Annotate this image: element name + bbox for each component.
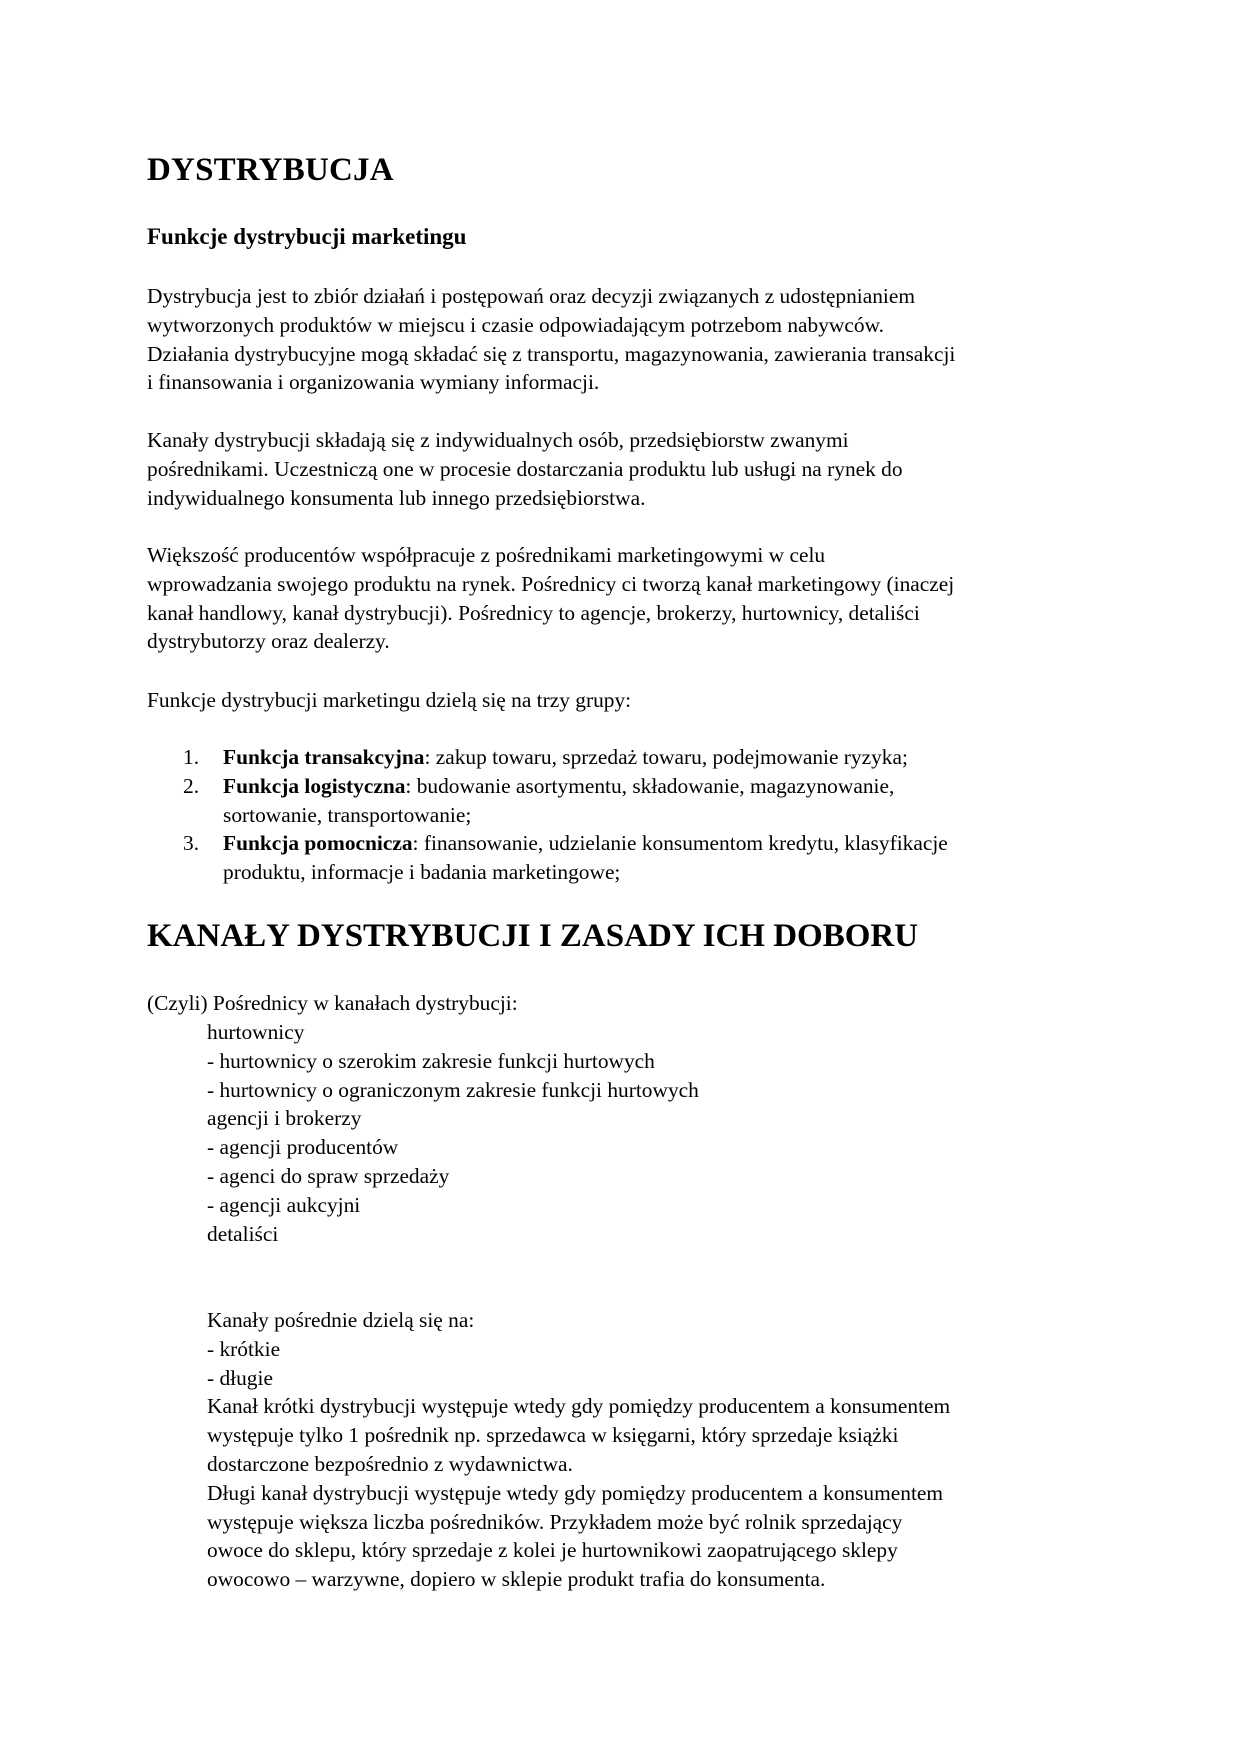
list-item <box>147 829 1107 887</box>
text-line: dystrybutorzy oraz dealerzy. <box>147 629 390 654</box>
paragraph-channels <box>147 426 1107 512</box>
text-line: Długi kanał dystrybucji występuje wtedy gdy pomiędzy producentem a konsumentem <box>207 1480 944 1505</box>
text-line: Kanał krótki dystrybucji występuje wtedy gdy pomiędzy producentem a konsumentem <box>207 1394 951 1419</box>
text-line: Kanały pośrednie dzielą się na: <box>207 1308 475 1332</box>
text-line: występuje większa liczba pośredników. Przykładem może być rolnik sprzedający <box>207 1509 903 1534</box>
text-line: dostarczone bezpośrednio z wydawnictwa. <box>207 1451 573 1476</box>
text-line: owoce do sklepu, który sprzedaje z kolei je hurtownikowi zaopatrującego sklepy <box>207 1538 898 1563</box>
list-item: hurtownicy <box>207 1020 305 1044</box>
section-title: KANAŁY DYSTRYBUCJI I ZASADY ICH DOBORU <box>147 918 919 954</box>
text-line: występuje tylko 1 pośrednik np. sprzedawca w księgarni, który sprzedaje książki <box>207 1423 899 1448</box>
text-line: - krótkie <box>207 1336 281 1361</box>
document-subtitle: Funkcje dystrybucji marketingu <box>147 224 467 249</box>
function-description-cont: produktu, informacje i badania marketingowe; <box>223 860 621 885</box>
intermediaries-intro <box>147 989 518 1018</box>
text-line: Dystrybucja jest to zbiór działań i postępowań oraz decyzji związanych z udostępnianiem <box>147 284 916 308</box>
text-line: pośrednikami. Uczestniczą one w procesie dostarczania produktu lub usługi na rynek do <box>147 456 903 481</box>
text-line: - długie <box>207 1365 273 1390</box>
list-number: 3. <box>183 831 200 856</box>
list-number: 2. <box>183 773 200 798</box>
function-description-cont: sortowanie, transportowanie; <box>223 802 472 827</box>
text-line: Funkcje dystrybucji marketingu dzielą się na trzy grupy: <box>147 688 632 712</box>
function-term: Funkcja logistyczna <box>223 773 406 798</box>
text-line: i finansowania i organizowania wymiany informacji. <box>147 370 600 395</box>
function-description: : finansowanie, udzielanie konsumentom kredytu, klasyfikacje <box>412 831 948 856</box>
list-item <box>147 772 1107 830</box>
list-item: - hurtownicy o ograniczonym zakresie funkcji hurtowych <box>207 1077 699 1102</box>
text-line: Kanały dystrybucji składają się z indywidualnych osób, przedsiębiorstw zwanymi <box>147 428 849 452</box>
list-item: - hurtownicy o szerokim zakresie funkcji hurtowych <box>207 1048 655 1073</box>
list-item: agencji i brokerzy <box>207 1106 362 1131</box>
list-item: detaliści <box>207 1221 279 1246</box>
functions-list <box>147 743 1107 887</box>
function-description: : zakup towaru, sprzedaż towaru, podejmowanie ryzyka; <box>424 745 908 769</box>
channels-section <box>207 1306 950 1594</box>
function-term: Funkcja pomocnicza <box>223 831 413 856</box>
list-item: - agenci do spraw sprzedaży <box>207 1163 450 1188</box>
document-title: DYSTRYBUCJA <box>147 152 394 188</box>
text-line: wprowadzania swojego produktu na rynek. Pośrednicy ci tworzą kanał marketingowy (inaczej <box>147 571 955 596</box>
text-line: owocowo – warzywne, dopiero w sklepie produkt trafia do konsumenta. <box>207 1567 826 1592</box>
text-line: (Czyli) Pośrednicy w kanałach dystrybucji: <box>147 991 518 1015</box>
list-number: 1. <box>183 745 200 769</box>
paragraph-groups <box>147 686 1107 715</box>
text-line: wytworzonych produktów w miejscu i czasie odpowiadającym potrzebom nabywców. <box>147 312 884 337</box>
paragraph-definition <box>147 282 1107 397</box>
function-description: : budowanie asortymentu, składowanie, magazynowanie, <box>405 773 895 798</box>
function-term: Funkcja transakcyjna <box>223 745 425 769</box>
list-item: - agencji producentów <box>207 1135 399 1160</box>
paragraph-producers <box>147 541 1107 656</box>
text-line: Działania dystrybucyjne mogą składać się z transportu, magazynowania, zawierania transakcji <box>147 341 956 366</box>
list-item: - agencji aukcyjni <box>207 1192 361 1217</box>
list-item <box>147 743 1107 772</box>
text-line: indywidualnego konsumenta lub innego przedsiębiorstwa. <box>147 485 646 510</box>
text-line: Większość producentów współpracuje z pośrednikami marketingowymi w celu <box>147 543 826 567</box>
text-line: kanał handlowy, kanał dystrybucji). Pośrednicy to agencje, brokerzy, hurtownicy, detaliści <box>147 600 920 625</box>
intermediaries-list <box>207 1018 699 1248</box>
